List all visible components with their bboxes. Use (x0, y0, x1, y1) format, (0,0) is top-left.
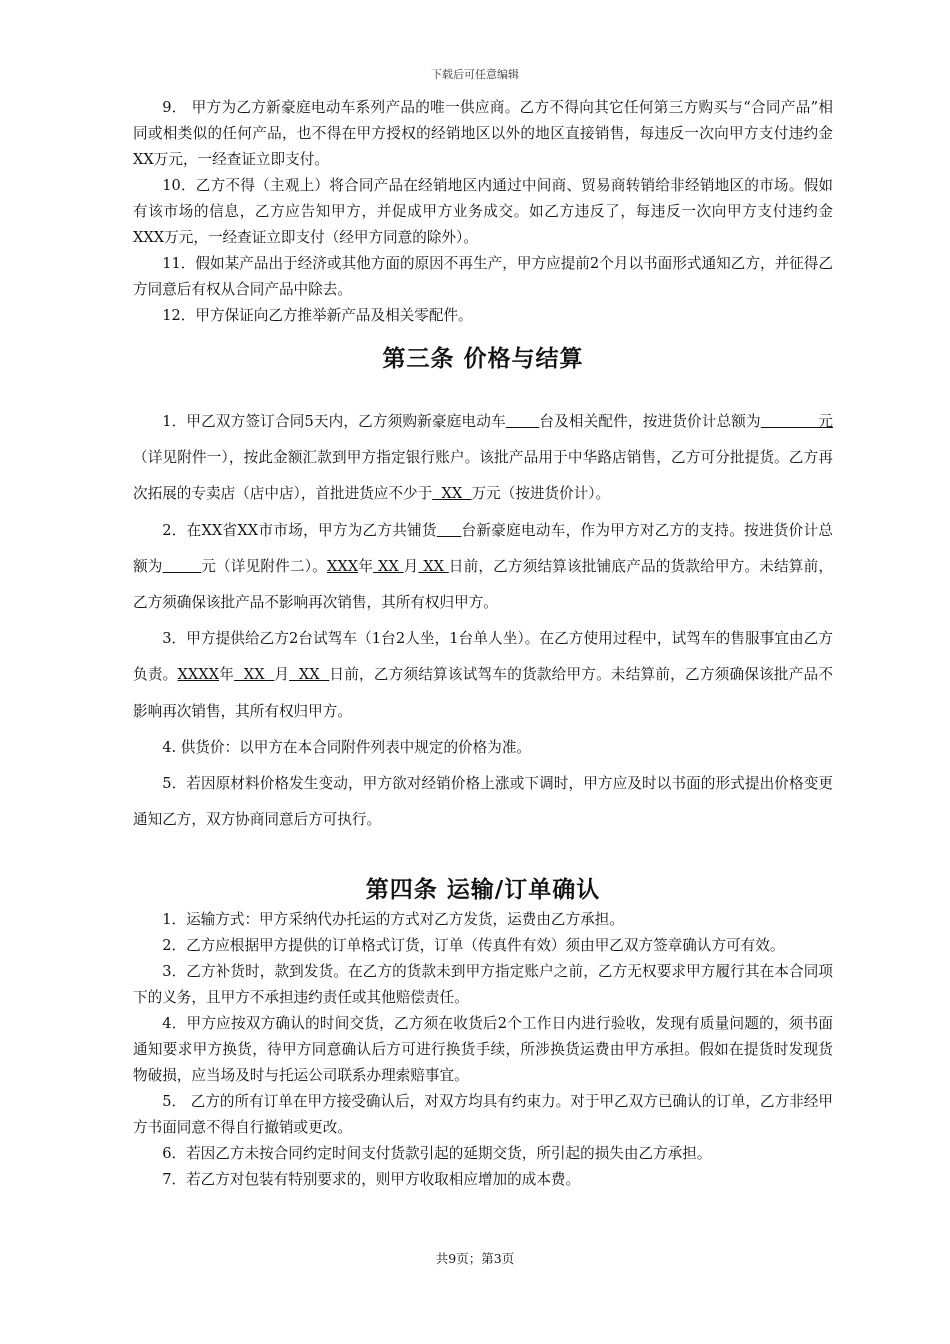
transport-item-3: 3．乙方补货时，款到发货。在乙方的货款未到甲方指定账户之前，乙方无权要求甲方履行其在本合同项下的义务，且甲方不承担违约责任或其他赔偿责任。 (133, 963, 833, 1006)
clause-11: 11．假如某产品出于经济或其他方面的原因不再生产，甲方应提前2个月以书面形式通知乙方，并征得乙方同意后有权从合同产品中除去。 (133, 255, 833, 298)
clause-9: 9． 甲方为乙方新豪庭电动车系列产品的唯一供应商。乙方不得向其它任何第三方购买与“合同产品”相同或相类似的任何产品，也不得在甲方授权的经销地区以外的地区直接销售，每违反一次向甲方支付违约金XX万元，一经查证立即支付。 (133, 99, 833, 168)
price-settlement-section (133, 404, 833, 838)
clause-10: 10．乙方不得（主观上）将合同产品在经销地区内通过中间商、贸易商转销给非经销地区的市场。假如有该市场的信息，乙方应告知甲方，并促成甲方业务成交。如乙方违反了，每违反一次向甲方支付违约金XXX万元，一经查证立即支付（经甲方同意的除外）。 (133, 177, 833, 246)
page-header: 下载后可任意编辑 (431, 68, 519, 81)
price-item-5: 5．若因原材料价格发生变动，甲方欲对经销价格上涨或下调时，甲方应及时以书面的形式提出价格变更通知乙方，双方协商同意后方可执行。 (133, 775, 833, 829)
price-item-4: 4. 供货价：以甲方在本合同附件列表中规定的价格为准。 (162, 738, 532, 756)
transport-item-2: 2．乙方应根据甲方提供的订单格式订货，订单（传真件有效）须由甲乙双方签章确认方可有效。 (162, 937, 785, 954)
page-footer: 共9页；第3页 (435, 1251, 515, 1266)
clauses-section-2-tail (133, 95, 833, 329)
blank-amount: 元 (760, 413, 833, 430)
transport-item-5: 5． 乙方的所有订单在甲方接受确认后，对双方均具有约束力。对于甲乙双方已确认的订单，乙方非经甲方书面同意不得自行撤销或更改。 (133, 1093, 833, 1136)
blank-total (163, 558, 202, 575)
blank-quantity (506, 413, 540, 430)
price-item-3: 3．甲方提供给乙方2台试驾车（1台2人坐，1台单人坐）。在乙方使用过程中，试驾车的售服事宜由乙方负责。XXXX年 XX 月 XX 日前，乙方须结算该试驾车的货款给甲方。未结算前，乙方须确保该批产品不影响再次销售，其所有权归甲方。 (133, 630, 833, 720)
blank-units (437, 522, 462, 539)
transport-item-1: 1．运输方式：甲方采纳代办托运的方式对乙方发货，运费由乙方承担。 (162, 911, 624, 928)
transport-item-6: 6．若因乙方未按合同约定时间支付货款引起的延期交货，所引起的损失由乙方承担。 (162, 1145, 712, 1162)
transport-item-7: 7．若乙方对包装有特别要求的，则甲方收取相应增加的成本费。 (162, 1171, 581, 1188)
section-title-price: 第三条 价格与结算 (382, 346, 584, 372)
clause-12: 12．甲方保证向乙方推举新产品及相关零配件。 (162, 307, 473, 324)
transport-order-section (133, 907, 833, 1193)
blank-min-order: XX (432, 485, 472, 503)
transport-item-4: 4．甲方应按双方确认的时间交货，乙方须在收货后2个工作日内进行验收，发现有质量问题的，须书面通知要求甲方换货，待甲方同意确认后方可进行换货手续，所涉换货运费由甲方承担。假如在提货时发现货物破损，应当场及时与托运公司联系办理索赔事宜。 (133, 1015, 833, 1084)
price-item-1: 1．甲乙双方签订合同5天内，乙方须购新豪庭电动车 台及相关配件，按进货价计总额为 元（详见附件一），按此金额汇款到甲方指定银行账户。该批产品用于中华路店销售，乙方可分批提货。乙方再次拓展的专卖店（店中店），首批进货应不少于 XX 万元（按进货价计）。 (133, 413, 833, 503)
price-item-2: 2．在XX省XX市市场，甲方为乙方共铺货 台新豪庭电动车，作为甲方对乙方的支持。按进货价计总额为 元（详见附件二）。XXX年 XX 月 XX 日前，乙方须结算该批铺底产品的货款给甲方。未结算前，乙方须确保该批产品不影响再次销售，其所有权归甲方。 (133, 521, 833, 612)
section-title-transport: 第四条 运输/订单确认 (365, 877, 601, 903)
